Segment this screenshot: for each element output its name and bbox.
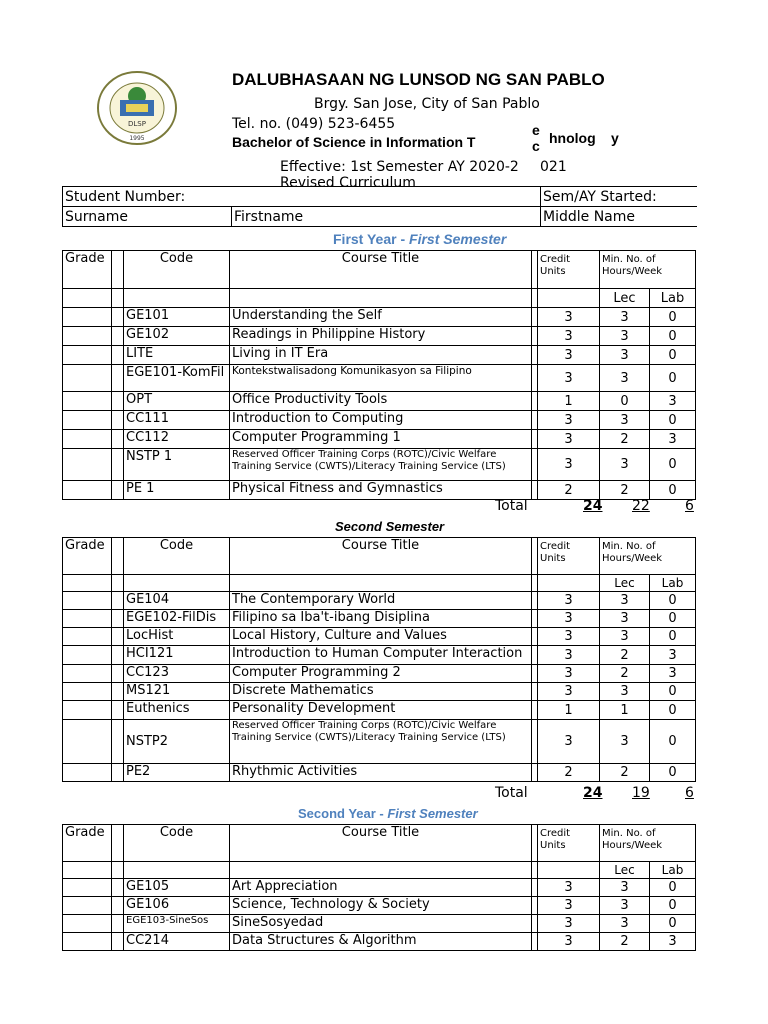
spacer-cell [112,430,124,449]
course-row [63,308,696,327]
year-label: First Year - [333,231,410,247]
grade-cell[interactable] [63,430,112,449]
lec-hours: 3 [600,610,650,628]
lec-hours: 3 [600,411,650,430]
lab-header: Lab [650,575,696,592]
course-code: Euthenics [124,701,230,720]
course-code: CC214 [124,933,230,951]
college-seal-logo [96,70,178,146]
grade-cell[interactable] [63,449,112,481]
program-fragment-c: c [532,138,540,154]
credit-units: 2 [538,764,600,782]
svg-text:DLSP: DLSP [128,120,146,128]
min-hours-header: Min. No. of Hours/Week [600,538,696,575]
course-code: GE102 [124,327,230,346]
credit-units: 3 [538,665,600,683]
lab-header: Lab [650,862,696,879]
credit-units: 1 [538,701,600,720]
lab-header: Lab [650,289,696,308]
lab-hours: 3 [650,646,696,665]
course-code: EGE102-FilDis [124,610,230,628]
total-lab: 6 [685,498,694,514]
credit-units: 3 [538,628,600,646]
lec-hours: 3 [600,897,650,915]
course-code: NSTP 1 [124,449,230,481]
code-header: Code [124,825,230,862]
program-fragment-hnolog: hnolog [549,130,596,146]
spacer-cell [112,327,124,346]
lec-hours: 3 [600,592,650,610]
course-title: Rhythmic Activities [230,764,532,782]
lab-hours: 0 [650,915,696,933]
course-row [63,628,696,646]
surname-field[interactable]: Surname [63,207,232,227]
grade-cell[interactable] [63,646,112,665]
course-row [63,327,696,346]
y1s1-total-row [0,498,768,516]
grade-cell[interactable] [63,481,112,500]
credit-units-header: Credit Units [538,251,600,289]
course-code: CC123 [124,665,230,683]
program-fragment-y: y [611,130,619,146]
svg-text:1995: 1995 [129,135,145,142]
spacer-cell [112,592,124,610]
grade-header: Grade [63,538,112,575]
course-row [63,879,696,897]
lec-hours: 2 [600,764,650,782]
credit-units: 3 [538,879,600,897]
grade-cell[interactable] [63,327,112,346]
lab-hours: 3 [650,392,696,411]
credit-units: 3 [538,897,600,915]
institution-name: DALUBHASAAN NG LUNSOD NG SAN PABLO [232,70,605,89]
grade-header: Grade [63,825,112,862]
spacer-cell [112,720,124,764]
lab-hours: 0 [650,327,696,346]
semester-label: First Semester [387,806,478,821]
lec-hours: 3 [600,915,650,933]
min-hours-header: Min. No. of Hours/Week [600,251,696,289]
grade-header: Grade [63,251,112,289]
grade-cell[interactable] [63,879,112,897]
spacer-cell [112,481,124,500]
y1s2-heading: Second Semester [335,519,445,534]
grade-cell[interactable] [63,933,112,951]
course-title: The Contemporary World [230,592,532,610]
course-code: LITE [124,346,230,365]
credit-units: 3 [538,610,600,628]
spacer-cell [112,646,124,665]
spacer-cell [112,879,124,897]
lec-hours: 2 [600,646,650,665]
lec-hours: 3 [600,628,650,646]
course-row [63,411,696,430]
credit-units: 3 [538,346,600,365]
code-header: Code [124,538,230,575]
credit-units-header: Credit Units [538,538,600,575]
grade-cell[interactable] [63,915,112,933]
lec-hours: 3 [600,327,650,346]
grade-cell[interactable] [63,701,112,720]
course-code: EGE101-KomFil [124,365,230,392]
effective-date-end: 021 [540,159,567,175]
course-code: EGE103-SineSos [124,915,230,933]
sem-ay-field[interactable]: Sem/AY Started: [541,187,698,207]
code-header: Code [124,251,230,289]
course-code: CC112 [124,430,230,449]
year-label: Second Year - [298,806,388,821]
lab-hours: 0 [650,449,696,481]
program-fragment-e: e [532,122,540,138]
credit-units: 3 [538,308,600,327]
spacer-cell [112,628,124,646]
credit-units: 3 [538,592,600,610]
course-row [63,610,696,628]
course-title: Understanding the Self [230,308,532,327]
lab-hours: 3 [650,665,696,683]
total-lab: 6 [685,785,694,801]
spacer-cell [112,915,124,933]
lab-hours: 0 [650,764,696,782]
course-title: Personality Development [230,701,532,720]
revised-curriculum: Revised Curriculum [280,175,416,187]
lec-hours: 2 [600,665,650,683]
course-row [63,449,696,481]
course-row [63,915,696,933]
course-row [63,592,696,610]
credit-units: 3 [538,683,600,701]
credit-units: 3 [538,720,600,764]
lec-hours: 1 [600,701,650,720]
course-title: Computer Programming 1 [230,430,532,449]
firstname-field[interactable]: Firstname [232,207,541,227]
lab-hours: 0 [650,683,696,701]
course-title: Filipino sa Iba't-ibang Disiplina [230,610,532,628]
lec-hours: 2 [600,481,650,500]
course-title: Living in IT Era [230,346,532,365]
course-row [63,764,696,782]
lec-hours: 0 [600,392,650,411]
lab-hours: 3 [650,933,696,951]
course-title: Readings in Philippine History [230,327,532,346]
course-code: CC111 [124,411,230,430]
lab-hours: 0 [650,701,696,720]
program-name: Bachelor of Science in Information T [232,134,476,150]
lab-hours: 0 [650,720,696,764]
total-label: Total [495,498,528,514]
y2s1-course-table [62,824,696,951]
course-code: PE2 [124,764,230,782]
spacer-cell [112,449,124,481]
y1s1-heading [333,231,506,247]
spacer-cell [112,392,124,411]
address: Brgy. San Jose, City of San Pablo [314,96,540,112]
lab-hours: 0 [650,346,696,365]
course-row [63,701,696,720]
middle-name-field[interactable]: Middle Name [541,207,698,227]
spacer-cell [112,683,124,701]
grade-cell[interactable] [63,346,112,365]
course-row [63,646,696,665]
course-title: Local History, Culture and Values [230,628,532,646]
grade-cell[interactable] [63,665,112,683]
credit-units: 3 [538,646,600,665]
spacer-cell [112,346,124,365]
lab-hours: 0 [650,308,696,327]
lab-hours: 0 [650,610,696,628]
course-code: LocHist [124,628,230,646]
course-code: OPT [124,392,230,411]
lec-hours: 3 [600,449,650,481]
course-title: Reserved Officer Training Corps (ROTC)/Civic Welfare Training Service (CWTS)/Literacy Training Service (LTS) [230,720,532,764]
total-units: 24 [583,498,603,514]
lec-hours: 3 [600,683,650,701]
y1s2-total-row [0,785,768,803]
credit-units: 3 [538,430,600,449]
lec-hours: 3 [600,308,650,327]
y1s1-course-table [62,250,696,500]
student-number-field[interactable]: Student Number: [63,187,541,207]
course-title: Physical Fitness and Gymnastics [230,481,532,500]
grade-cell[interactable] [63,308,112,327]
course-row [63,392,696,411]
lec-header: Lec [600,862,650,879]
course-title: Introduction to Computing [230,411,532,430]
course-title: Introduction to Human Computer Interaction [230,646,532,665]
course-title: Art Appreciation [230,879,532,897]
spacer-cell [112,764,124,782]
course-code: GE104 [124,592,230,610]
grade-cell[interactable] [63,592,112,610]
total-units: 24 [583,785,603,801]
total-lec: 19 [632,785,650,801]
course-title: Office Productivity Tools [230,392,532,411]
course-title: SineSosyedad [230,915,532,933]
total-lec: 22 [632,498,650,514]
total-label: Total [495,785,528,801]
lec-header: Lec [600,575,650,592]
credit-units: 3 [538,365,600,392]
credit-units: 3 [538,411,600,430]
semester-label: First Semester [409,231,507,247]
course-row [63,481,696,500]
course-title: Kontekstwalisadong Komunikasyon sa Filipino [230,365,532,392]
grade-cell[interactable] [63,764,112,782]
credit-units: 3 [538,933,600,951]
spacer-cell [112,665,124,683]
credit-units: 3 [538,449,600,481]
lec-hours: 3 [600,365,650,392]
effective-date: Effective: 1st Semester AY 2020-2 [280,159,519,175]
course-row [63,665,696,683]
telephone: Tel. no. (049) 523-6455 [232,116,396,132]
course-code: NSTP2 [124,720,230,764]
credit-units: 2 [538,481,600,500]
y1s2-course-table [62,537,696,782]
course-row [63,720,696,764]
course-row [63,430,696,449]
grade-cell[interactable] [63,683,112,701]
grade-cell[interactable] [63,392,112,411]
course-code: MS121 [124,683,230,701]
lab-hours: 0 [650,879,696,897]
course-title-header: Course Title [230,538,532,575]
course-title-header: Course Title [230,251,532,289]
course-title: Science, Technology & Society [230,897,532,915]
course-code: GE105 [124,879,230,897]
lec-hours: 2 [600,430,650,449]
course-title: Discrete Mathematics [230,683,532,701]
min-hours-header: Min. No. of Hours/Week [600,825,696,862]
course-code: HCI121 [124,646,230,665]
course-code: PE 1 [124,481,230,500]
course-row [63,683,696,701]
course-row [63,346,696,365]
lab-hours: 0 [650,897,696,915]
course-title: Data Structures & Algorithm [230,933,532,951]
course-row [63,897,696,915]
grade-cell[interactable] [63,720,112,764]
credit-units-header: Credit Units [538,825,600,862]
credit-units: 1 [538,392,600,411]
lec-hours: 3 [600,720,650,764]
course-row [63,933,696,951]
lab-hours: 0 [650,592,696,610]
spacer-cell [112,308,124,327]
lab-hours: 3 [650,430,696,449]
credit-units: 3 [538,915,600,933]
lec-hours: 3 [600,879,650,897]
spacer-cell [112,365,124,392]
student-info-table [62,186,697,227]
spacer-cell [112,897,124,915]
course-title: Computer Programming 2 [230,665,532,683]
grade-cell[interactable] [63,897,112,915]
spacer-cell [112,701,124,720]
y2s1-heading [298,806,478,821]
course-code: GE106 [124,897,230,915]
course-title-header: Course Title [230,825,532,862]
grade-cell[interactable] [63,628,112,646]
lab-hours: 0 [650,411,696,430]
lec-hours: 2 [600,933,650,951]
lec-hours: 3 [600,346,650,365]
lab-hours: 0 [650,628,696,646]
lec-header: Lec [600,289,650,308]
lab-hours: 0 [650,365,696,392]
course-title: Reserved Officer Training Corps (ROTC)/Civic Welfare Training Service (CWTS)/Literacy Training Service (LTS) [230,449,532,481]
grade-cell[interactable] [63,365,112,392]
course-code: GE101 [124,308,230,327]
credit-units: 3 [538,327,600,346]
lab-hours: 0 [650,481,696,500]
grade-cell[interactable] [63,610,112,628]
course-row [63,365,696,392]
spacer-cell [112,933,124,951]
grade-cell[interactable] [63,411,112,430]
spacer-cell [112,610,124,628]
spacer-cell [112,411,124,430]
